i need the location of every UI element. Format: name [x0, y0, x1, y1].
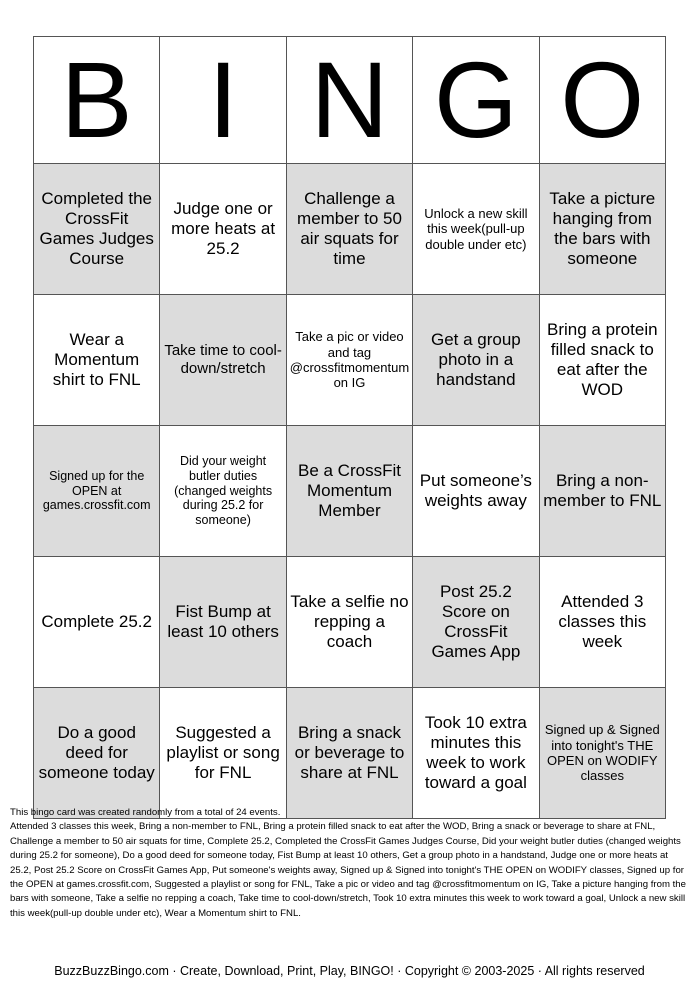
bingo-cell: Post 25.2 Score on CrossFit Games App [413, 557, 539, 688]
bingo-row [34, 688, 666, 819]
bingo-card [33, 36, 666, 819]
bingo-cell: Did your weight butler duties (changed weights during 25.2 for someone) [160, 426, 286, 557]
bingo-cell: Be a CrossFit Momentum Member [286, 426, 412, 557]
bingo-cell: Bring a protein filled snack to eat after the WOD [539, 295, 665, 426]
bingo-cell: Take a pic or video and tag @crossfitmomentum on IG [286, 295, 412, 426]
bingo-cell: Attended 3 classes this week [539, 557, 665, 688]
header-letter-g: G [413, 37, 539, 164]
footnote-events: Attended 3 classes this week, Bring a non-member to FNL, Bring a protein filled snack to eat after the WOD, Bring a snack or beverage to share at FNL, Challenge a member to 50 air squats for time, Complete 25.2, Completed the CrossFit Games Judges Course, Did your weight butler duties (changed weights during 25.2 for someone), Do a good deed for someone today, Fist Bump at least 10 others, Get a group photo in a handstand, Judge one or more heats at 25.2, Post 25.2 Score on CrossFit Games App, Put someone's weights away, Signed up & Signed into tonight's THE OPEN on WODIFY classes, Signed up for the OPEN at games.crossfit.com, Suggested a playlist or song for FNL, Take a pic or video and tag @crossfitmomentum on IG, Take a picture hanging from the bars with someone, Take a selfie no repping a coach, Take time to cool-down/stretch, Took 10 extra minutes this week to work toward a goal, Unlock a new skill this week(pull-up double under etc), Wear a Momentum shirt to FNL. [10, 821, 686, 919]
bingo-row [34, 426, 666, 557]
bingo-cell: Signed up & Signed into tonight's THE OPEN on WODIFY classes [539, 688, 665, 819]
header-letter-o: O [539, 37, 665, 164]
bingo-cell: Get a group photo in a handstand [413, 295, 539, 426]
bingo-cell: Take a picture hanging from the bars with someone [539, 164, 665, 295]
bingo-cell: Do a good deed for someone today [34, 688, 160, 819]
header-letter-n: N [286, 37, 412, 164]
bingo-row [34, 295, 666, 426]
bingo-row [34, 164, 666, 295]
bingo-cell: Challenge a member to 50 air squats for time [286, 164, 412, 295]
bingo-cell: Suggested a playlist or song for FNL [160, 688, 286, 819]
bingo-cell: Signed up for the OPEN at games.crossfit.com [34, 426, 160, 557]
bingo-cell: Put someone’s weights away [413, 426, 539, 557]
bingo-cell: Wear a Momentum shirt to FNL [34, 295, 160, 426]
events-footnote [10, 806, 690, 921]
bingo-cell: Took 10 extra minutes this week to work toward a goal [413, 688, 539, 819]
header-row [34, 37, 666, 164]
bingo-cell: Bring a non-member to FNL [539, 426, 665, 557]
bingo-cell: Take a selfie no repping a coach [286, 557, 412, 688]
bingo-cell: Completed the CrossFit Games Judges Course [34, 164, 160, 295]
bingo-cell: Take time to cool-down/stretch [160, 295, 286, 426]
bingo-row [34, 557, 666, 688]
header-letter-i: I [160, 37, 286, 164]
bingo-cell: Complete 25.2 [34, 557, 160, 688]
site-credit: BuzzBuzzBingo.com · Create, Download, Print, Play, BINGO! · Copyright © 2003-2025 · All rights reserved [54, 964, 645, 978]
bingo-cell: Unlock a new skill this week(pull-up double under etc) [413, 164, 539, 295]
bingo-cell: Bring a snack or beverage to share at FNL [286, 688, 412, 819]
header-letter-b: B [34, 37, 160, 164]
footnote-intro: This bingo card was created randomly from a total of 24 events. [10, 807, 281, 818]
bingo-cell: Fist Bump at least 10 others [160, 557, 286, 688]
bingo-cell: Judge one or more heats at 25.2 [160, 164, 286, 295]
